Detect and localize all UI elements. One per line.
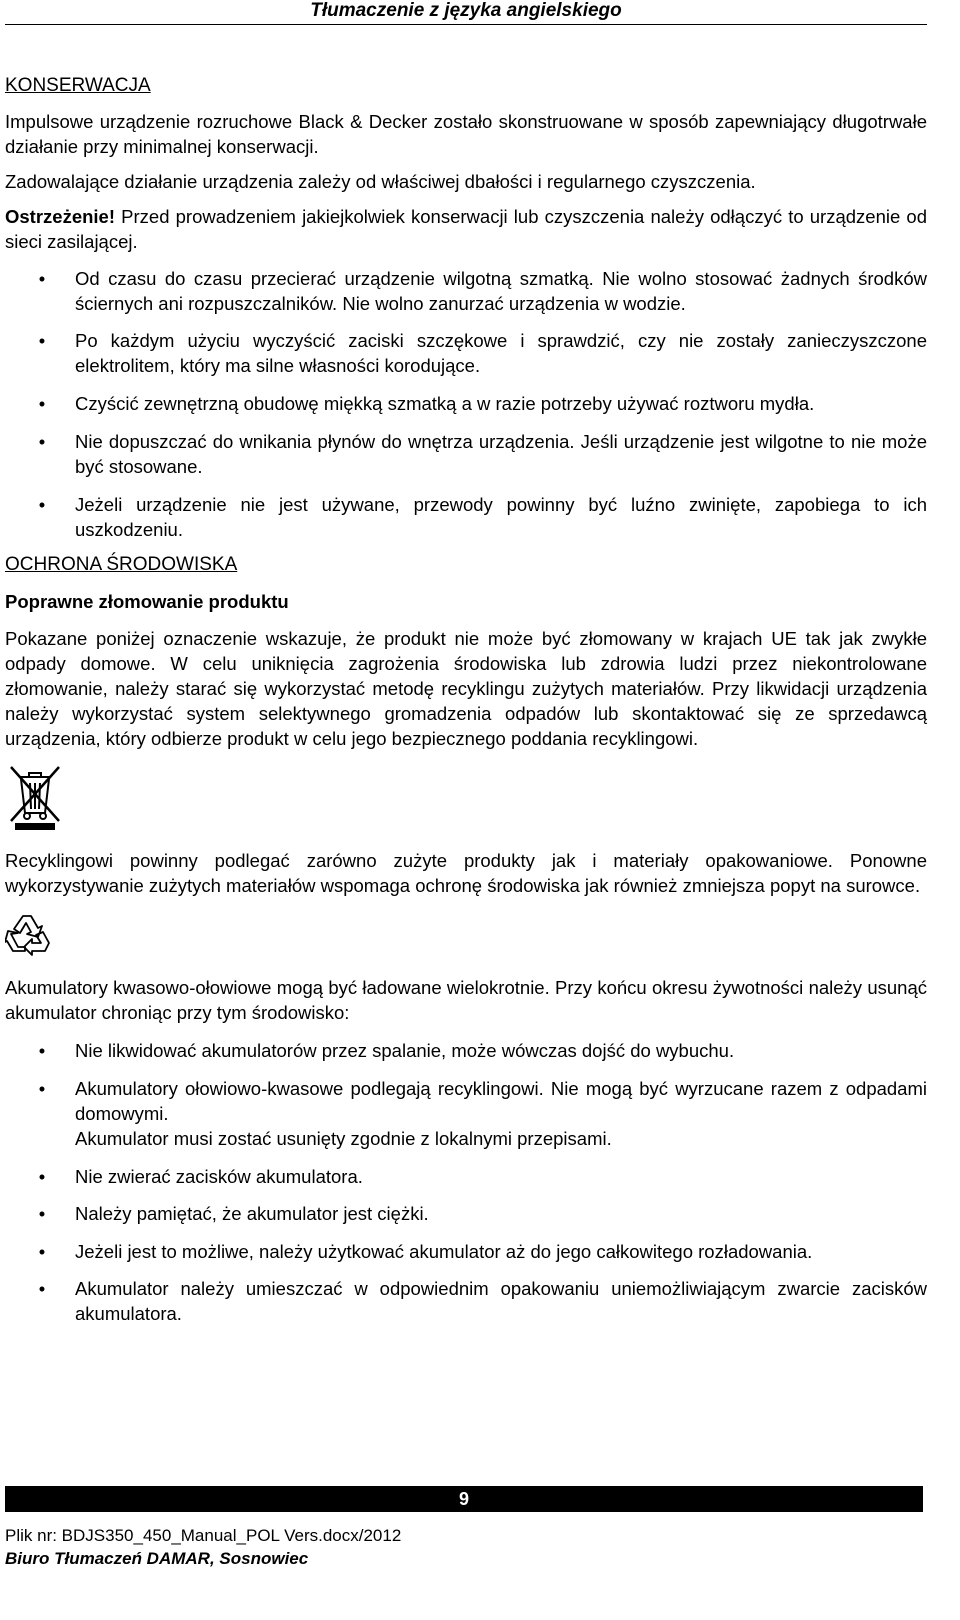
list-item: • Należy pamiętać, że akumulator jest ciężki. [38, 1203, 429, 1224]
bullet-icon: • [38, 1166, 46, 1187]
list-item: • Nie likwidować akumulatorów przez spalanie, może wówczas dojść do wybuchu. [38, 1040, 735, 1061]
maintenance-intro-1: Impulsowe urządzenie rozruchowe Black & Decker zostało skonstruowane w sposób zapewniający długotrwałe działanie przy minimalnej konserwacji. [5, 111, 927, 157]
bullet-icon: • [38, 1078, 46, 1099]
maintenance-heading: KONSERWACJA [5, 75, 151, 96]
maintenance-warning [5, 204, 927, 254]
recycling-paragraph: Recyklingowi powinny podlegać zarówno zużyte produkty jak i materiały opakowaniowe. Ponowne wykorzystywanie zużytych materiałów wspomaga ochronę środowiska jak również zmniejsza popyt na surowce. [5, 850, 927, 896]
footer-file-name: Plik nr: BDJS350_450_Manual_POL Vers.docx/2012 [5, 1526, 402, 1545]
maintenance-bullet-list [5, 266, 927, 542]
battery-local-regulations: Akumulator musi zostać usunięty zgodnie z lokalnymi przepisami. [75, 1128, 612, 1149]
list-item: • Akumulatory ołowiowo-kwasowe podlegają recyklingowi. Nie mogą być wyrzucane razem z odpadami domowymi. Akumulator musi zostać usunięty zgodnie z lokalnymi przepisami. [38, 1078, 927, 1149]
maintenance-intro-2: Zadowalające działanie urządzenia zależy od właściwej dbałości i regularnego czyszczenia. [5, 171, 756, 192]
header-title: Tłumaczenie z języka angielskiego [310, 0, 622, 21]
document-page [5, 0, 927, 1326]
bullet-icon: • [38, 494, 46, 515]
bullet-icon: • [38, 1278, 46, 1299]
page-number-bar [5, 1486, 923, 1512]
warning-text: Przed prowadzeniem jakiejkolwiek konserwacji lub czyszczenia należy odłączyć to urządzenie od sieci zasilającej. [5, 206, 927, 252]
list-item: • Od czasu do czasu przecierać urządzenie wilgotną szmatką. Nie wolno stosować żadnych środków ściernych ani rozpuszczalników. Nie wolno zanurzać urządzenia w wodzie. [38, 268, 927, 314]
recycle-icon [5, 910, 55, 958]
bullet-icon: • [38, 268, 46, 289]
battery-bullet-list [5, 1038, 927, 1326]
bullet-icon: • [38, 1203, 46, 1224]
footer-office: Biuro Tłumaczeń DAMAR, Sosnowiec [5, 1549, 309, 1568]
list-item: • Jeżeli urządzenie nie jest używane, przewody powinny być luźno zwinięte, zapobiega to ich uszkodzeniu. [38, 494, 927, 540]
list-item: • Po każdym użyciu wyczyścić zaciski szczękowe i sprawdzić, czy nie zostały zanieczyszczone elektrolitem, który ma silne własności korodujące. [38, 330, 927, 376]
bullet-icon: • [38, 1040, 46, 1061]
list-item: • Nie zwierać zacisków akumulatora. [38, 1166, 363, 1187]
list-item: • Jeżeli jest to możliwe, należy użytkować akumulator aż do jego całkowitego rozładowania. [38, 1241, 813, 1262]
list-item: • Akumulator należy umieszczać w odpowiednim opakowaniu uniemożliwiającym zwarcie zacisków akumulatora. [38, 1278, 927, 1324]
bullet-icon: • [38, 1241, 46, 1262]
disposal-paragraph: Pokazane poniżej oznaczenie wskazuje, że produkt nie może być złomowany w krajach UE tak jak zwykłe odpady domowe. W celu uniknięcia zagrożenia środowiska lub zdrowia ludzi przez niekontrolowane złomowanie, należy starać się wykorzystać metodę recyklingu zużytych materiałów. Przy likwidacji urządzenia należy wykorzystać system selektywnego gromadzenia odpadów lub skontaktować się ze sprzedawcą urządzenia, który odbierze produkt w celu jego bezpiecznego poddania recyklingowi. [5, 628, 927, 749]
warning-label: Ostrzeżenie! [5, 206, 116, 227]
environment-heading: OCHRONA ŚRODOWISKA [5, 554, 238, 575]
list-item: • Nie dopuszczać do wnikania płynów do wnętrza urządzenia. Jeśli urządzenie jest wilgotne to nie może być stosowane. [38, 431, 927, 477]
bullet-icon: • [38, 330, 46, 351]
bullet-icon: • [38, 393, 46, 414]
bullet-icon: • [38, 431, 46, 452]
page-number: 9 [458, 1489, 469, 1509]
environment-subheading: Poprawne złomowanie produktu [5, 591, 289, 612]
list-item: • Czyścić zewnętrzną obudowę miękką szmatką a w razie potrzeby używać roztworu mydła. [38, 393, 815, 414]
battery-paragraph: Akumulatory kwasowo-ołowiowe mogą być ładowane wielokrotnie. Przy końcu okresu żywotności należy usunąć akumulator chroniąc przy tym środowisko: [5, 977, 927, 1023]
weee-crossed-bin-icon [5, 763, 65, 831]
